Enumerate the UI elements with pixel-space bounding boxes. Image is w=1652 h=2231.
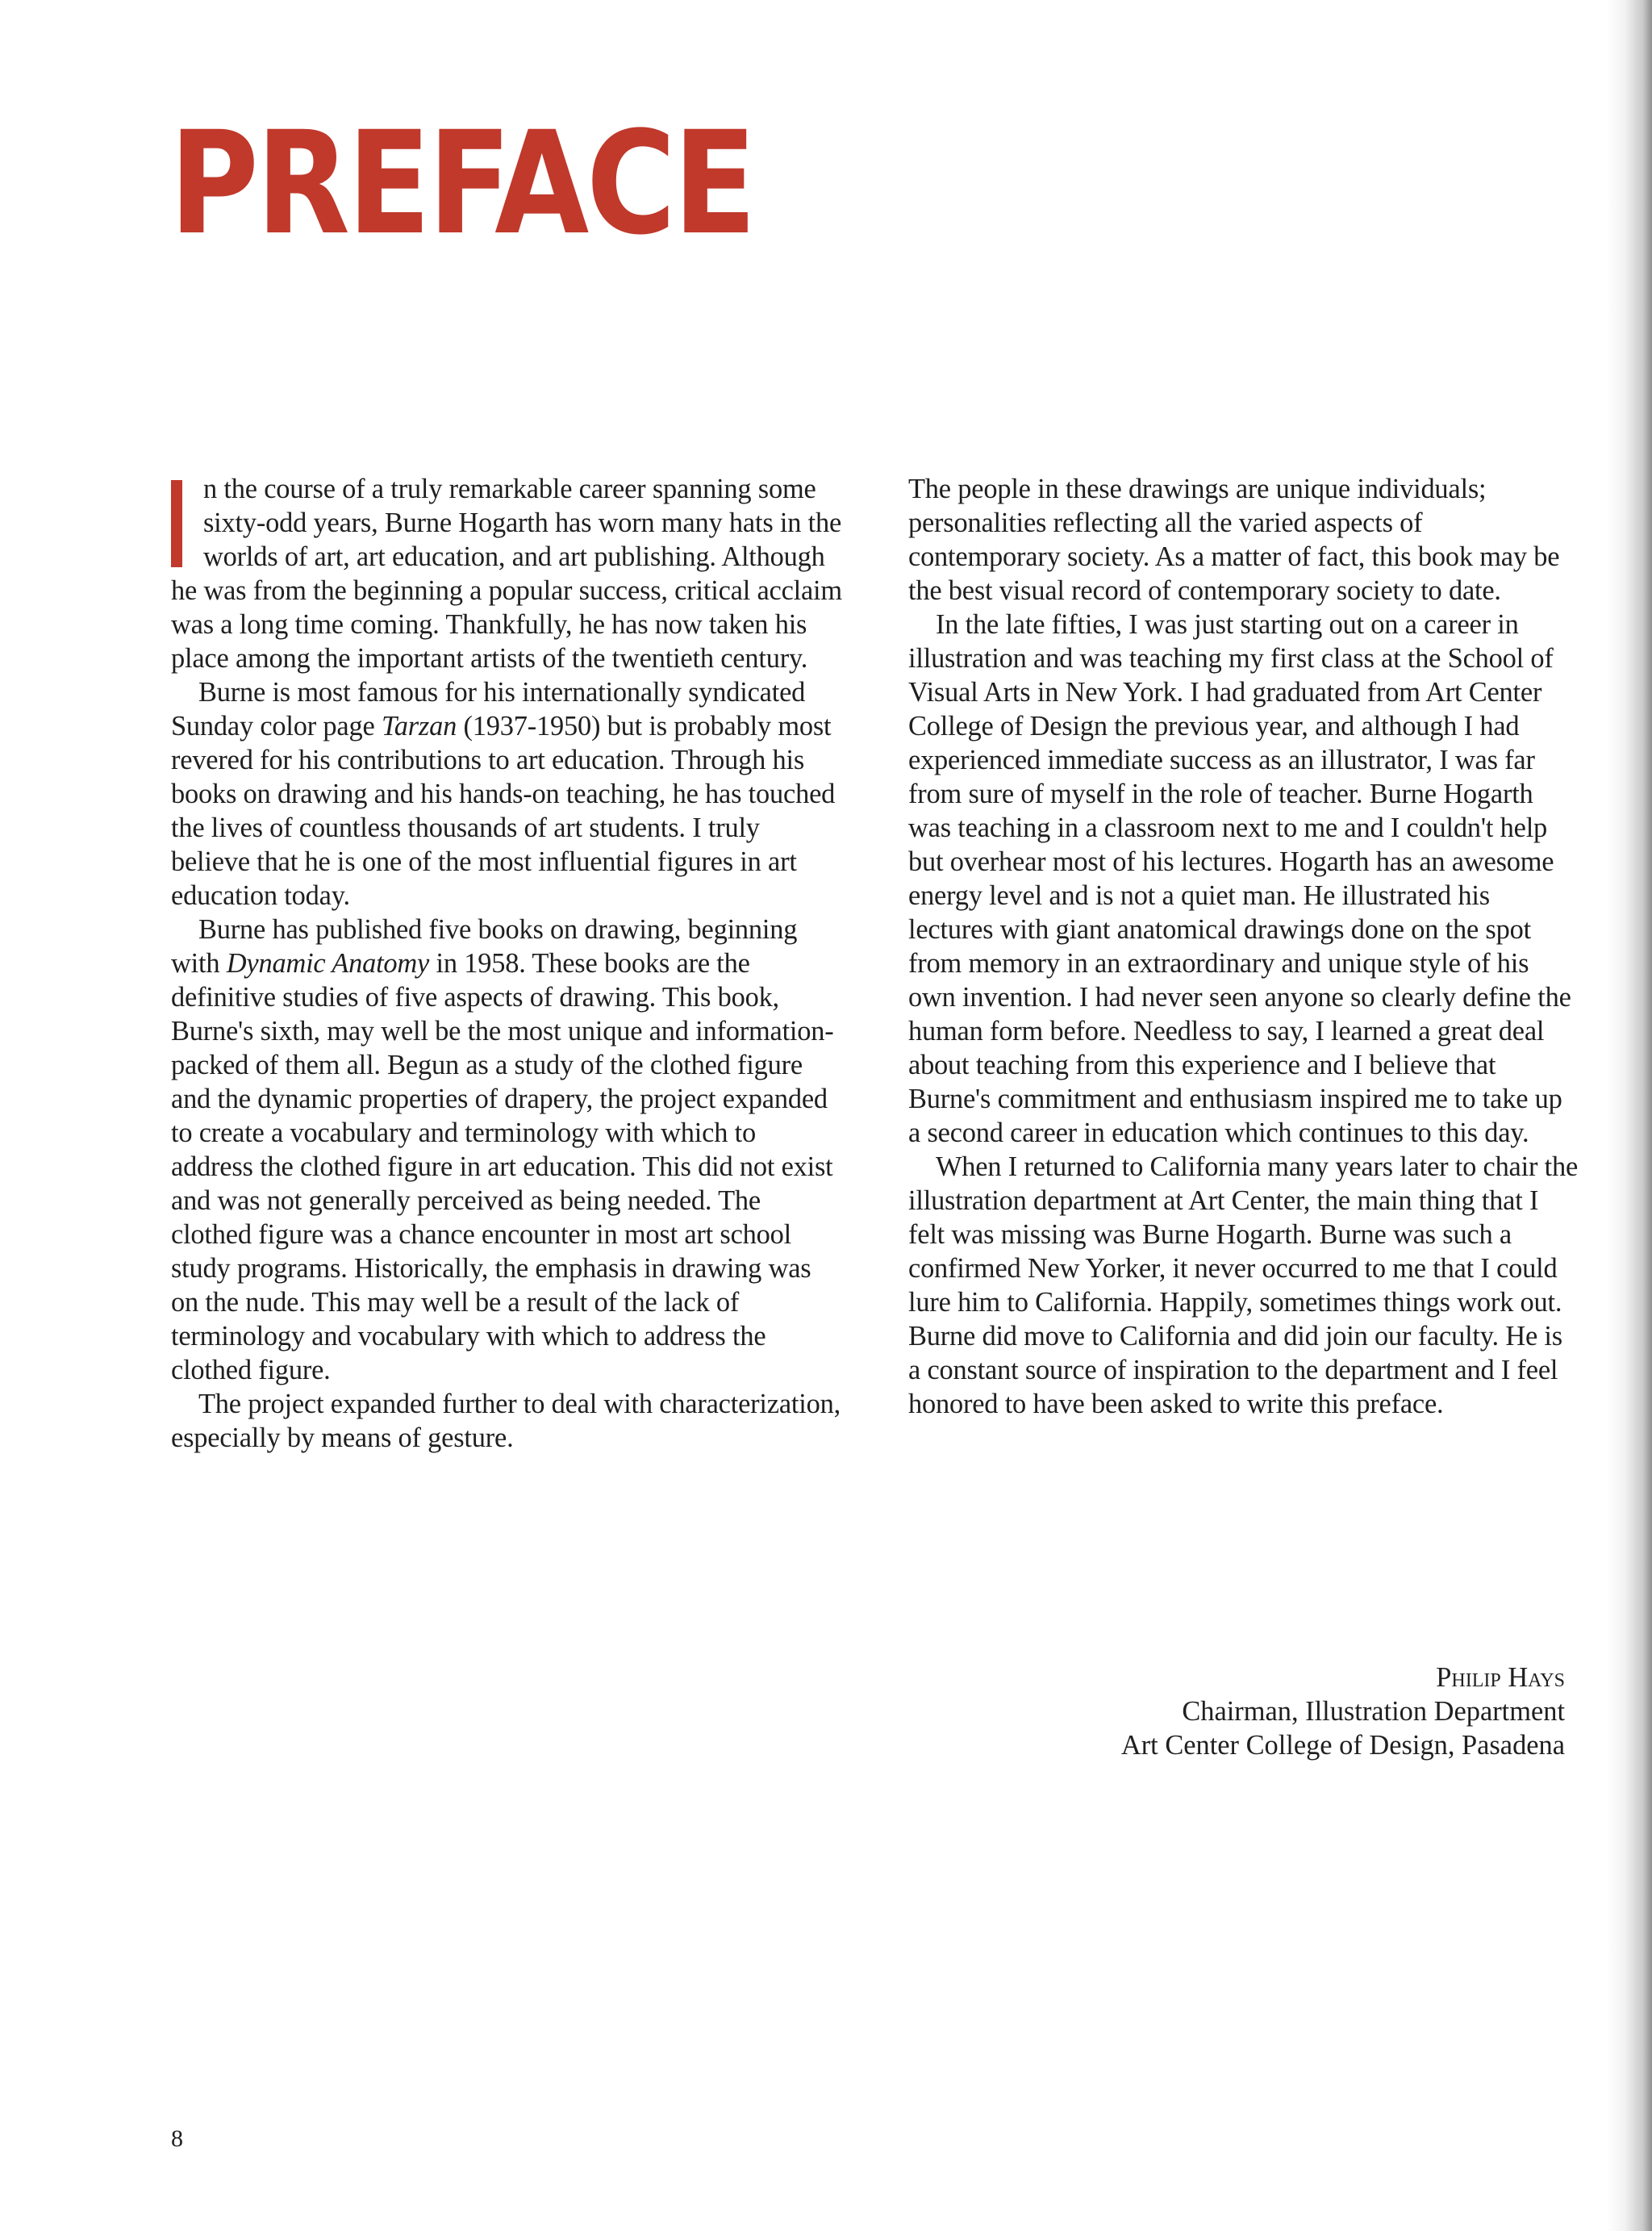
paragraph-text: In the late fifties, I was just starting out on a career in illustration and was teaching my first class at the School of Visual Arts in New York. I had graduated from Art Center College of Design the previous year, and although I had experienced immediate success as an illustrator, I was far from sure of myself in the role of teacher. Burne Hogarth was teaching in a classroom next to me and I couldn't help but overhear most of his lectures. Hogarth has an awesome energy level and is not a quiet man. He illustrated his lectures with giant anatomical drawings done on the spot from memory in an extraordinary and unique style of his own invention. I had never seen anyone so clearly define the human form before. Needless to say, I learned a great deal about teaching from this experience and I believe that Burne's commitment and enthusiasm inspired me to take up a second career in education which continues to this day. <box>908 609 1571 1148</box>
paragraph <box>908 1150 1579 1421</box>
paragraph <box>171 913 842 1387</box>
signature-block <box>1121 1661 1565 1762</box>
paragraph-text: Burne has published five books on drawing, beginning with Dynamic Anatomy in 1958. These books are the definitive studies of five aspects of drawing. This book, Burne's sixth, may well be the most unique and information-packed of them all. Begun as a study of the clothed figure and the dynamic properties of drapery, the project expanded to create a vocabulary and terminology with which to address the clothed figure in art education. This did not exist and was not generally perceived as being needed. The clothed figure was a chance encounter in most art school study programs. Historically, the emphasis in drawing was on the nude. This may well be a result of the lack of terminology and vocabulary with which to address the clothed figure. <box>171 914 834 1385</box>
page-edge-shadow <box>1607 0 1652 2231</box>
paragraph-text: Burne is most famous for his internationally syndicated Sunday color page Tarzan (1937-1950) but is probably most revered for his contributions to art education. Through his books on drawing and his hands-on teaching, he has touched the lives of countless thousands of art students. I truly believe that he is one of the most influential figures in art education today. <box>171 677 836 911</box>
paragraph-text: n the course of a truly remarkable career spanning some sixty-odd years, Burne Hogarth has worn many hats in the worlds of art, art education, and art publishing. Although he was from the beginning a popular success, critical acclaim was a long time coming. Thankfully, he has now taken his place among the important artists of the twentieth century. <box>171 474 842 674</box>
paragraph <box>908 472 1579 608</box>
author-position: Chairman, Illustration Department <box>1182 1696 1565 1727</box>
author-institution: Art Center College of Design, Pasadena <box>1120 1730 1565 1761</box>
left-column <box>171 472 842 1455</box>
paragraph <box>171 472 842 675</box>
paragraph-text: The project expanded further to deal with characterization, especially by means of gesture. <box>171 1389 841 1453</box>
paragraph-text: When I returned to California many years later to chair the illustration department at Art Center, the main thing that I felt was missing was Burne Hogarth. Burne was such a confirmed New Yorker, it never occurred to me that I could lure him to California. Happily, sometimes things work out. Burne did move to California and did join our faculty. He is a constant source of inspiration to the department and I feel honored to have been asked to write this preface. <box>908 1151 1579 1419</box>
paragraph-text: The people in these drawings are unique individuals; personalities reflecting all the varied aspects of contemporary society. As a matter of fact, this book may be the best visual record of contemporary society to date. <box>908 474 1560 606</box>
page-number: 8 <box>171 2125 183 2152</box>
page-title: PREFACE <box>169 101 754 266</box>
paragraph <box>171 1387 842 1455</box>
paragraph <box>171 675 842 913</box>
paragraph <box>908 608 1579 1150</box>
drop-cap <box>171 480 182 567</box>
author-name: Philip Hays <box>1436 1662 1565 1693</box>
right-column <box>908 472 1579 1421</box>
